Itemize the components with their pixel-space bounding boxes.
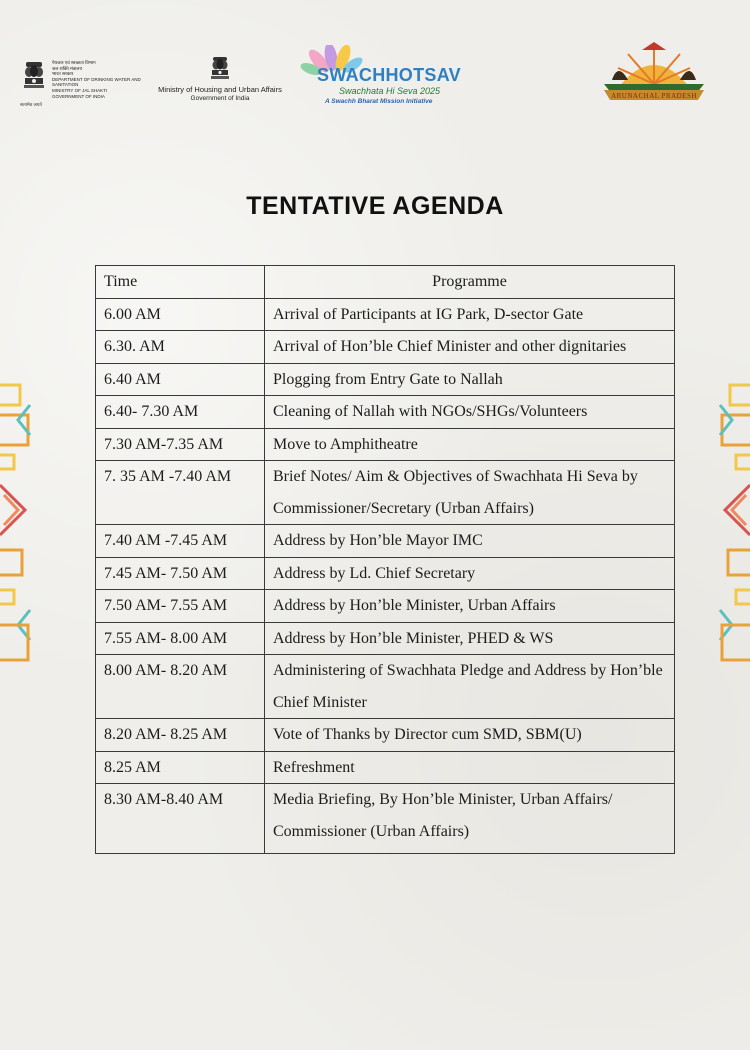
mohua-name: Ministry of Housing and Urban Affairs: [158, 85, 282, 94]
programme-cell: Brief Notes/ Aim & Objectives of Swachhata Hi Seva by Commissioner/Secretary (Urban Affairs): [265, 461, 675, 525]
ashoka-emblem-icon: [20, 58, 48, 102]
table-row: [96, 363, 675, 396]
arunachal-logo: [598, 40, 710, 105]
programme-cell: Address by Hon’ble Minister, PHED & WS: [265, 622, 675, 655]
table-row: [96, 525, 675, 558]
time-cell: 7.50 AM- 7.55 AM: [96, 590, 265, 623]
time-cell: 7.45 AM- 7.50 AM: [96, 557, 265, 590]
table-row: [96, 622, 675, 655]
time-cell: 7.55 AM- 8.00 AM: [96, 622, 265, 655]
ddws-line: जल शक्ति मंत्रालय: [52, 65, 83, 71]
table-row: [96, 428, 675, 461]
ddws-line: MINISTRY OF JAL SHAKTI: [52, 87, 108, 93]
programme-cell: Address by Hon’ble Minister, Urban Affairs: [265, 590, 675, 623]
ddws-line: DEPARTMENT OF DRINKING WATER AND SANITATION: [52, 76, 141, 88]
swachhotsav-logo: [295, 45, 461, 107]
time-cell: 6.30. AM: [96, 331, 265, 364]
programme-cell: Vote of Thanks by Director cum SMD, SBM(U): [265, 719, 675, 752]
column-header-programme: Programme: [265, 266, 675, 299]
ddws-logo: [20, 58, 140, 108]
column-header-time: Time: [96, 266, 265, 299]
time-cell: 7. 35 AM -7.40 AM: [96, 461, 265, 525]
programme-cell: Plogging from Entry Gate to Nallah: [265, 363, 675, 396]
ddws-text: [52, 60, 142, 99]
logo-header: [0, 0, 750, 120]
time-cell: 8.30 AM-8.40 AM: [96, 784, 265, 854]
right-border-pattern: [700, 375, 750, 675]
ddws-line: भारत सरकार: [52, 71, 74, 77]
left-border-pattern: [0, 375, 50, 675]
swachhotsav-sub: Swachhata Hi Seva 2025: [339, 86, 441, 96]
programme-cell: Arrival of Hon’ble Chief Minister and other dignitaries: [265, 331, 675, 364]
programme-cell: Arrival of Participants at IG Park, D-sector Gate: [265, 298, 675, 331]
programme-cell: Address by Hon’ble Mayor IMC: [265, 525, 675, 558]
agenda-table: [95, 265, 675, 854]
programme-cell: Move to Amphitheatre: [265, 428, 675, 461]
mohua-logo: [150, 55, 290, 110]
programme-cell: Media Briefing, By Hon’ble Minister, Urban Affairs/ Commissioner (Urban Affairs): [265, 784, 675, 854]
ddws-line: पेयजल एवं स्वच्छता विभाग: [52, 60, 96, 65]
programme-cell: Administering of Swachhata Pledge and Address by Hon’ble Chief Minister: [265, 655, 675, 719]
mohua-sub: Government of India: [190, 95, 250, 102]
ashoka-emblem-icon: [208, 55, 232, 85]
table-row: [96, 461, 675, 525]
table-row: [96, 784, 675, 854]
time-cell: 8.20 AM- 8.25 AM: [96, 719, 265, 752]
table-row: [96, 655, 675, 719]
swachhotsav-tagline: A Swachh Bharat Mission Initiative: [325, 98, 433, 105]
table-row: [96, 298, 675, 331]
time-cell: 7.40 AM -7.45 AM: [96, 525, 265, 558]
arunachal-name: ARUNACHAL PRADESH: [611, 92, 697, 100]
programme-cell: Refreshment: [265, 751, 675, 784]
table-row: [96, 751, 675, 784]
programme-cell: Address by Ld. Chief Secretary: [265, 557, 675, 590]
time-cell: 7.30 AM-7.35 AM: [96, 428, 265, 461]
table-row: [96, 557, 675, 590]
time-cell: 8.00 AM- 8.20 AM: [96, 655, 265, 719]
programme-cell: Cleaning of Nallah with NGOs/SHGs/Volunteers: [265, 396, 675, 429]
ddws-motto: सत्यमेव जयते: [20, 102, 42, 107]
time-cell: 6.40- 7.30 AM: [96, 396, 265, 429]
table-header-row: [96, 266, 675, 299]
time-cell: 8.25 AM: [96, 751, 265, 784]
table-row: [96, 396, 675, 429]
table-row: [96, 719, 675, 752]
time-cell: 6.40 AM: [96, 363, 265, 396]
table-row: [96, 590, 675, 623]
time-cell: 6.00 AM: [96, 298, 265, 331]
table-row: [96, 331, 675, 364]
swachhotsav-name: SWACHHOTSAV: [317, 65, 461, 85]
ddws-line: GOVERNMENT OF INDIA: [52, 93, 105, 99]
page-title: TENTATIVE AGENDA: [246, 192, 504, 220]
